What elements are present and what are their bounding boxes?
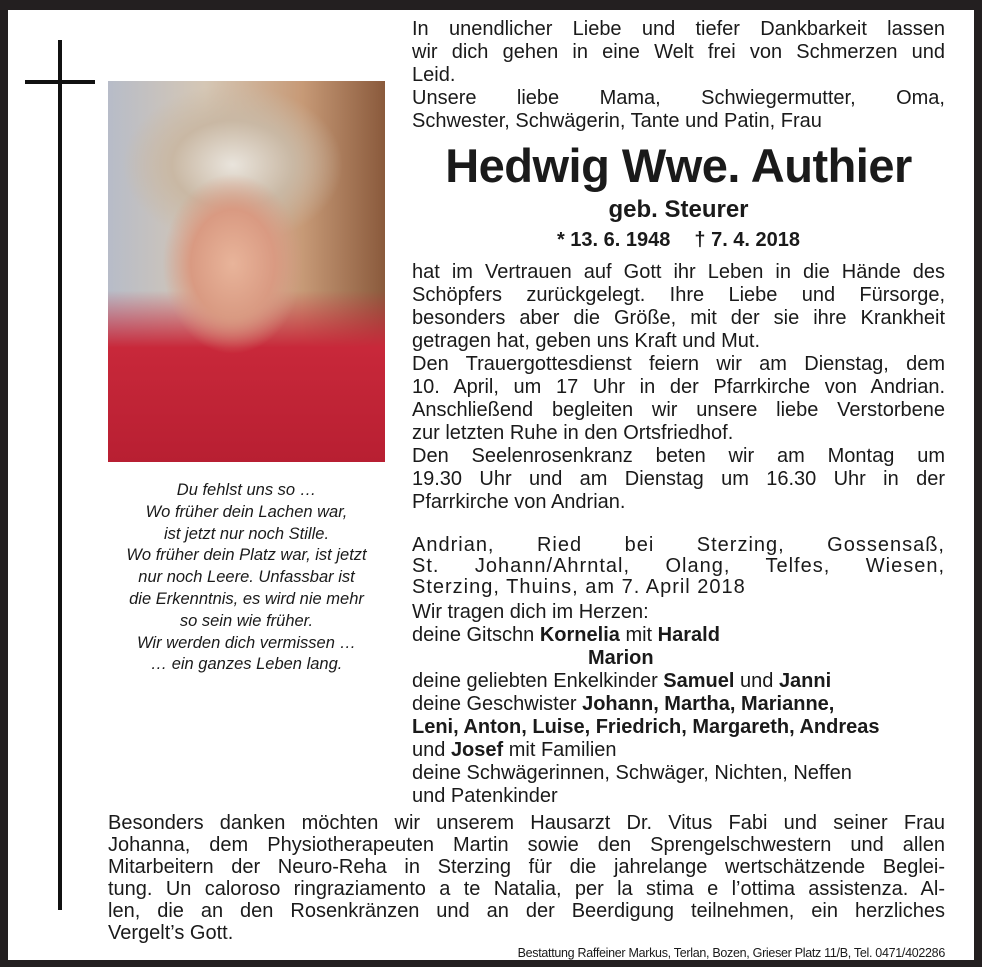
cross-icon-bar (25, 80, 95, 84)
poem-line: nur noch Leere. Unfassbar ist (138, 568, 355, 587)
family-line (412, 693, 945, 716)
text-line: In unendlicher Liebe und tiefer Dankbarkeit lassen (412, 18, 945, 40)
poem-line: … ein ganzes Leben lang. (150, 655, 343, 674)
family-text: deine Gitschn (412, 624, 540, 646)
maiden-name: geb. Steurer (608, 196, 749, 223)
family-line (412, 670, 945, 693)
family-text: und (412, 739, 451, 761)
poem-line: Wir werden dich vermissen … (137, 633, 356, 652)
family-text: Wir tragen dich im Herzen: (412, 601, 649, 623)
text-line: Den Seelenrosenkranz beten wir am Montag um (412, 445, 945, 467)
family-name: Harald (657, 624, 720, 646)
family-text: und (734, 670, 779, 692)
family-line (412, 762, 945, 785)
text-line: 10. April, um 17 Uhr in der Pfarrkirche von Andrian. (412, 376, 945, 398)
family-name: Kornelia (539, 624, 620, 646)
text-line: St. Johann/Ahrntal, Olang, Telfes, Wiesen, (412, 555, 945, 577)
funeral-home-footer: Bestattung Raffeiner Markus, Terlan, Bozen, Grieser Platz 11/B, Tel. 0471/402286 (517, 946, 945, 960)
text-line: Johanna, dem Physiotherapeuten Martin sowie den Sprengelschwestern und allen (108, 834, 945, 856)
text-line: besonders aber die Größe, mit der sie ihre Krankheit (412, 307, 945, 329)
family-text: deine geliebten Enkelkinder (412, 670, 664, 692)
intro-paragraph-2 (412, 87, 945, 133)
deceased-name: Hedwig Wwe. Authier (445, 139, 912, 192)
portrait-photo (108, 81, 385, 462)
body-paragraph-2 (412, 353, 945, 445)
text-line: Mitarbeitern der Neuro-Reha in Sterzing für die jahrelange wertschätzende Beglei- (108, 856, 945, 878)
family-name: Josef (450, 739, 504, 761)
text-line: Andrian, Ried bei Sterzing, Gossensaß, (412, 534, 945, 556)
text-line: Schwester, Schwägerin, Tante und Patin, Frau (412, 110, 822, 132)
places-paragraph (412, 535, 945, 598)
family-line (412, 739, 945, 762)
body-paragraph-1 (412, 261, 945, 353)
family-text: mit Familien (503, 739, 617, 761)
poem-line: die Erkenntnis, es wird nie mehr (129, 589, 364, 608)
family-list (412, 601, 945, 808)
text-line: zur letzten Ruhe in den Ortsfriedhof. (412, 422, 734, 444)
family-text: deine Geschwister (412, 693, 583, 715)
family-text: deine Schwägerinnen, Schwäger, Nichten, Neffen (412, 762, 852, 784)
text-line: getragen hat, geben uns Kraft und Mut. (412, 330, 761, 352)
family-name: Janni (778, 670, 832, 692)
poem-line: Wo früher dein Lachen war, (145, 502, 348, 521)
family-text: und Patenkinder (412, 785, 558, 807)
poem (108, 480, 385, 676)
family-text: mit (619, 624, 658, 646)
body-paragraph-3 (412, 445, 945, 514)
text-line: 19.30 Uhr und am Dienstag um 16.30 Uhr in der (412, 468, 945, 490)
text-line: Pfarrkirche von Andrian. (412, 491, 626, 513)
family-name: Marion (588, 647, 654, 669)
life-dates (412, 229, 945, 252)
text-line: len, die an den Rosenkränzen und an der Beerdigung teilnehmen, ein herzliches (108, 900, 945, 922)
poem-line: Wo früher dein Platz war, ist jetzt (126, 546, 367, 565)
poem-line: Du fehlst uns so … (176, 481, 317, 499)
text-line: Besonders danken möchten wir unserem Hausarzt Dr. Vitus Fabi und seiner Frau (108, 812, 945, 834)
birth-date: * 13. 6. 1948 (556, 229, 671, 251)
family-name: Samuel (663, 670, 735, 692)
family-line (412, 647, 945, 670)
text-line: wir dich gehen in eine Welt frei von Schmerzen und (412, 41, 945, 63)
text-line: tung. Un caloroso ringraziamento a te Natalia, per la stima e l’ottima assistenza. Al- (108, 878, 945, 900)
cross-icon (58, 40, 62, 910)
death-date: † 7. 4. 2018 (694, 229, 801, 251)
text-line: Schöpfers zurückgelegt. Ihre Liebe und Fürsorge, (412, 284, 945, 306)
poem-line: so sein wie früher. (179, 611, 314, 630)
text-line: Leid. (412, 64, 456, 86)
family-name: Leni, Anton, Luise, Friedrich, Margareth, Andreas (412, 716, 880, 738)
thanks-paragraph (108, 812, 945, 944)
intro-paragraph-1 (412, 18, 945, 87)
text-line: Sterzing, Thuins, am 7. April 2018 (412, 576, 746, 598)
text-line: Unsere liebe Mama, Schwiegermutter, Oma, (412, 87, 945, 109)
text-line: hat im Vertrauen auf Gott ihr Leben in die Hände des (412, 261, 945, 283)
text-line: Anschließend begleiten wir unsere liebe Verstorbene (412, 399, 945, 421)
text-line: Vergelt’s Gott. (108, 922, 234, 944)
family-line (412, 785, 945, 808)
family-line (412, 601, 945, 624)
family-name: Johann, Martha, Marianne, (582, 693, 835, 715)
family-line (412, 624, 945, 647)
text-line: Den Trauergottesdienst feiern wir am Dienstag, dem (412, 353, 945, 375)
poem-line: ist jetzt nur noch Stille. (163, 524, 330, 543)
family-line (412, 716, 945, 739)
